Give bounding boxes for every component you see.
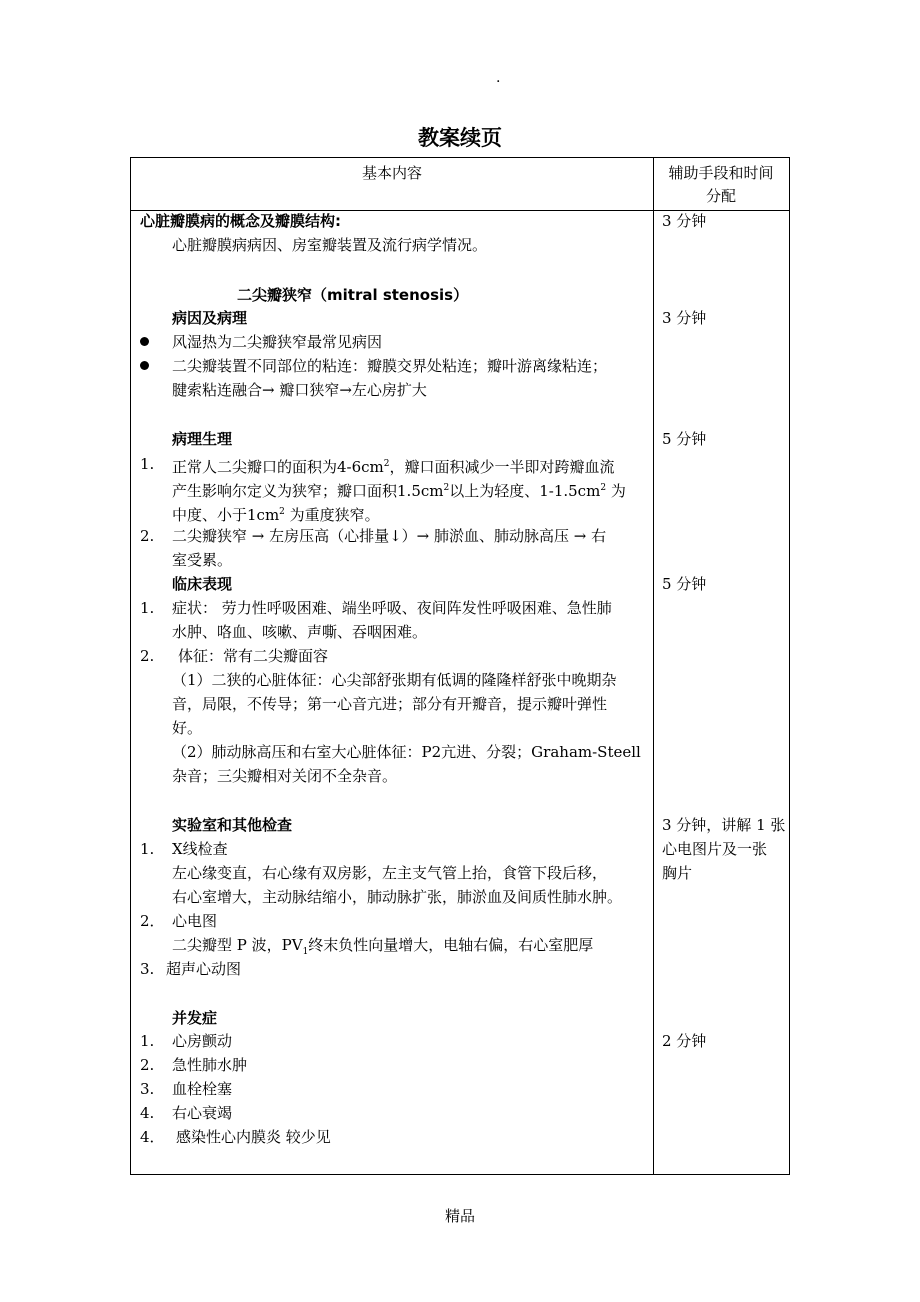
lab-num-3: 3. (140, 960, 155, 978)
lab-heading: 实验室和其他检查 (172, 816, 293, 834)
signs-a-line1: （1）二狭的心脏体征：心尖部舒张期有低调的隆隆样舒张中晚期杂 (172, 671, 617, 689)
header-dot: . (496, 70, 501, 86)
intro-line: 心脏瓣膜病病因、房室瓣装置及流行病学情况。 (172, 236, 488, 254)
table-column-divider (653, 157, 654, 1174)
complication-item: 急性肺水肿 (172, 1056, 248, 1074)
xray-label: X线检查 (172, 840, 228, 858)
signs-a-line2: 音，局限，不传导；第一心音亢进；部分有开瓣音，提示瓣叶弹性 (172, 695, 608, 713)
page-title: 教案续页 (418, 126, 502, 150)
complication-num: 2. (140, 1056, 155, 1074)
complication-item: 心房颤动 (172, 1032, 233, 1050)
signs-a-line3: 好。 (172, 719, 203, 737)
complication-num: 4． (140, 1128, 165, 1146)
etiology-bullet-2-line1: 二尖瓣装置不同部位的粘连：瓣膜交界处粘连；瓣叶游离缘粘连； (172, 357, 608, 375)
etiology-bullet-1: 风湿热为二尖瓣狭窄最常见病因 (172, 333, 383, 351)
intro-heading: 心脏瓣膜病的概念及瓣膜结构: (140, 212, 341, 230)
signs-line: 体征：常有二尖瓣面容 (178, 647, 329, 665)
patho-time: 5 分钟 (662, 430, 707, 448)
patho-num-1: 1. (140, 455, 155, 473)
page-footer: 精品 (444, 1207, 475, 1225)
ms-title: 二尖瓣狭窄（mitral stenosis） (237, 286, 469, 304)
patho-p1-line3: 中度、小于$1cm^2$ 为重度狭窄。 (172, 506, 380, 524)
col-time-header-line1: 辅助手段和时间 (668, 164, 774, 182)
complication-item: 血栓栓塞 (172, 1080, 233, 1098)
patho-p1-line1: 正常人二尖瓣口的面积为$4-6cm^2$，瓣口面积减少一半即对跨瓣血流 (172, 458, 615, 476)
patho-p1-line2: 产生影响尔定义为狭窄；瓣口面积$1.5cm^2$以上为轻度、$1-1.5cm^2$ 为 (172, 482, 626, 500)
symptoms-line2: 水肿、咯血、咳嗽、声嘶、吞咽困难。 (172, 623, 428, 641)
lab-time-line2: 心电图片及一张 (662, 840, 768, 858)
patho-heading: 病理生理 (172, 430, 233, 448)
clinical-time: 5 分钟 (662, 575, 707, 593)
patho-p2-line1: 二尖瓣狭窄 → 左房压高（心排量↓）→ 肺淤血、肺动脉高压 → 右 (172, 527, 607, 545)
intro-time: 3 分钟 (662, 212, 707, 230)
xray-line1: 左心缘变直，右心缘有双房影，左主支气管上抬，食管下段后移， (172, 864, 608, 882)
etiology-heading: 病因及病理 (172, 309, 248, 327)
bullet-icon (140, 361, 149, 370)
etiology-time: 3 分钟 (662, 309, 707, 327)
signs-b-line1: （2）肺动脉高压和右室大心脏体征：P2亢进、分裂；Graham-Steell (172, 743, 641, 761)
signs-b-line2: 杂音；三尖瓣相对关闭不全杂音。 (172, 767, 398, 785)
lab-num-2: 2． (140, 912, 165, 930)
echo-label: 超声心动图 (166, 960, 242, 978)
complication-num: 3. (140, 1080, 155, 1098)
patho-p2-line2: 室受累。 (172, 551, 233, 569)
ecg-line: 二尖瓣型 P 波，$PV_1$终末负性向量增大，电轴右偏，右心室肥厚 (172, 936, 594, 957)
complications-heading: 并发症 (172, 1009, 218, 1027)
bullet-icon (140, 337, 149, 346)
complication-num: 1. (140, 1032, 155, 1050)
lab-time-line1: 3 分钟，讲解 1 张 (662, 816, 786, 834)
etiology-bullet-2-line2: 腱索粘连融合→ 瓣口狭窄→左心房扩大 (172, 381, 427, 399)
symptoms-line1: 症状： 劳力性呼吸困难、端坐呼吸、夜间阵发性呼吸困难、急性肺 (172, 599, 612, 617)
complications-time: 2 分钟 (662, 1032, 707, 1050)
ecg-label: 心电图 (172, 912, 218, 930)
clinical-heading: 临床表现 (172, 575, 233, 593)
complication-item: 感染性心内膜炎 较少见 (176, 1128, 331, 1146)
patho-num-2: 2. (140, 527, 155, 545)
col-content-header: 基本内容 (361, 164, 422, 182)
complication-item: 右心衰竭 (172, 1104, 233, 1122)
lab-num-1: 1. (140, 840, 155, 858)
complication-num: 4. (140, 1104, 155, 1122)
col-time-header-line2: 分配 (705, 187, 736, 205)
lab-time-line3: 胸片 (662, 864, 693, 882)
clinical-num-1: 1. (140, 599, 155, 617)
xray-line2: 右心室增大，主动脉结缩小，肺动脉扩张，肺淤血及间质性肺水肿。 (172, 888, 623, 906)
clinical-num-2: 2. (140, 647, 155, 665)
